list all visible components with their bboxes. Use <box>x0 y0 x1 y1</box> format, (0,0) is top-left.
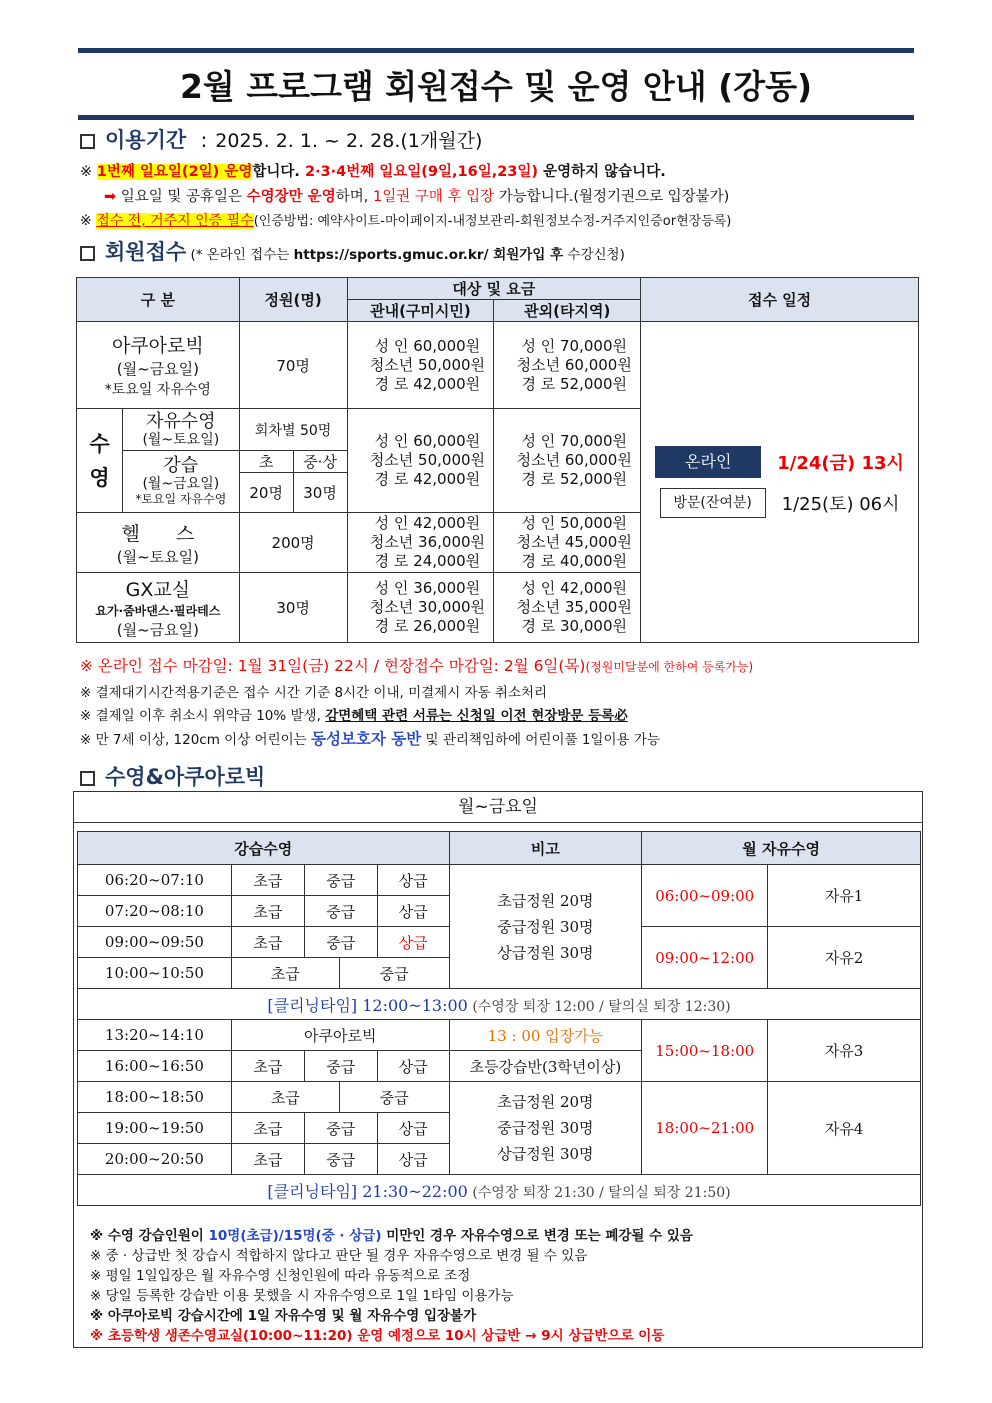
checkbox-square-icon <box>80 771 95 786</box>
level-advanced: 상급 <box>377 927 449 958</box>
free-swim-name: 자유1 <box>768 865 921 927</box>
header-resident: 관내(구미시민) <box>347 300 494 322</box>
remark-capacity: 초급정원 20명 중급정원 30명 상급정원 30명 <box>449 1082 642 1175</box>
note-payment: ※ 결제대기시간적용기준은 접수 시간 기준 8시간 이내, 미결제시 자동 취소처리 <box>80 685 548 701</box>
capacity-mid-adv: 30명 <box>293 473 347 513</box>
note-daily-entry: ※ 평일 1일입장은 월 자유수영 신청인원에 따라 유동적으로 조정 <box>90 1268 471 1284</box>
fee-nonresident: 성 인 70,000원 청소년 60,000원 경 로 52,000원 <box>494 322 641 409</box>
capacity: 30명 <box>239 573 347 643</box>
note-text: 일요일 및 공휴일은 <box>116 189 247 205</box>
fee-resident: 성 인 60,000원 청소년 50,000원 경 로 42,000원 <box>347 409 494 513</box>
note-highlight: 1번째 일요일(2일) 운영 <box>96 164 253 180</box>
note-text: 운영하지 않습니다. <box>538 164 666 180</box>
time-slot: 16:00~16:50 <box>78 1051 232 1082</box>
level-beginner: 초급 <box>231 1082 339 1113</box>
note-red: 2·3·4번째 일요일(9일,16일,23일) <box>304 164 539 180</box>
note-text: 가능합니다.(월정기권으로 입장불가) <box>494 189 730 205</box>
level-advanced: 상급 <box>377 1144 449 1175</box>
level-beginner: 초급 <box>231 927 304 958</box>
fee-resident: 성 인 36,000원 청소년 30,000원 경 로 26,000원 <box>347 573 494 643</box>
level-advanced: 상급 <box>377 865 449 896</box>
header-free-swim: 월 자유수영 <box>642 832 921 865</box>
note-level-change: ※ 중 · 상급반 첫 강습시 적합하지 않다고 판단 될 경우 자유수영으로 변경 될 수 있음 <box>90 1248 588 1264</box>
note-holiday <box>104 185 729 206</box>
note-children: ※ 만 7세 이상, 120cm 이상 어린이는 동성보호자 동반 및 관리책임하에 어린이풀 1일이용 가능 <box>80 730 660 748</box>
row-gx: GX교실 요가·줌바댄스·필라테스 (월~금요일) <box>77 573 240 643</box>
note-aquarobic-time: ※ 아쿠아로빅 강습시간에 1일 자유수영 및 월 자유수영 입장불가 <box>90 1308 477 1324</box>
level-intermediate: 중급 <box>304 865 377 896</box>
note-mark: ※ <box>80 213 92 229</box>
level-beginner: 초급 <box>231 1051 304 1082</box>
header-category: 구 분 <box>77 278 240 322</box>
level-beginner: 초급 <box>231 896 304 927</box>
header-lesson: 강습수영 <box>78 832 450 865</box>
visit-date: 1/25(토) 06시 <box>781 494 900 515</box>
online-date: 1/24(금) 13시 <box>777 453 904 474</box>
level-intermediate: 중급 <box>304 927 377 958</box>
header-target: 대상 및 요금 <box>347 278 641 300</box>
registration-label: 회원접수 <box>105 240 187 264</box>
note-red: 1일권 구매 후 입장 <box>372 189 495 205</box>
free-swim-time: 06:00~09:00 <box>642 865 768 927</box>
note-residence <box>80 210 731 230</box>
checkbox-square-icon <box>80 246 95 261</box>
registration-url[interactable]: https://sports.gmuc.or.kr/ <box>293 247 489 263</box>
registration-note: (* 온라인 접수는 <box>186 247 294 263</box>
program-name: 아쿠아로빅 <box>111 335 204 357</box>
capacity: 회차별 50명 <box>239 409 347 451</box>
note-mark: ※ <box>80 164 93 180</box>
note-text: (인증방법: 예약사이트-마이페이지-내정보관리-회원정보수정-거주지인증or현장등록) <box>253 214 732 229</box>
entry-note: 13 : 00 입장가능 <box>449 1020 642 1051</box>
checkbox-square-icon <box>80 134 95 149</box>
header-schedule: 접수 일정 <box>641 278 919 322</box>
schedule-cell <box>641 322 919 643</box>
registration-note: 수강신청) <box>563 247 625 263</box>
note-text: 하며, <box>335 189 373 205</box>
time-slot: 10:00~10:50 <box>78 958 232 989</box>
note-lesson-min: ※ 수영 강습인원이 10명(초급)/15명(중 · 상급) 미만인 경우 자유수영으로 변경 또는 폐강될 수 있음 <box>90 1228 693 1244</box>
header-nonresident: 관외(타지역) <box>494 300 641 322</box>
swim-section-heading <box>80 761 265 791</box>
arrow-right-icon: ➡ <box>104 189 117 205</box>
time-slot: 20:00~20:50 <box>78 1144 232 1175</box>
level-beginner: 초급 <box>231 958 339 989</box>
period-label: 이용기간 <box>105 128 187 152</box>
registration-heading <box>80 236 625 266</box>
note-cancel: ※ 결제일 이후 취소시 위약금 10% 발생, 감면혜택 관련 서류는 신청일 이전 현장방문 등록必 <box>80 708 628 724</box>
free-swim-name: 자유2 <box>768 927 921 989</box>
fee-resident: 성 인 60,000원 청소년 50,000원 경 로 42,000원 <box>347 322 494 409</box>
time-slot: 18:00~18:50 <box>78 1082 232 1113</box>
level-advanced: 상급 <box>377 1113 449 1144</box>
days-header: 월~금요일 <box>74 792 922 823</box>
cleaning-time-2: [클리닝타임] 21:30~22:00 (수영장 퇴장 21:30 / 탈의실 퇴장 21:50) <box>78 1175 921 1206</box>
remark-capacity: 초급정원 20명 중급정원 30명 상급정원 30명 <box>449 865 642 989</box>
row-lesson: 강습 (월~금요일) *토요일 자유수영 <box>122 451 239 513</box>
level-beginner: 초급 <box>231 1113 304 1144</box>
level-beginner: 초급 <box>231 1144 304 1175</box>
note-red: 수영장만 운영 <box>246 189 336 205</box>
program-days: (월~금요일) <box>116 360 199 378</box>
row-gym: 헬 스 (월~토요일) <box>77 513 240 573</box>
row-aquarobic <box>77 322 240 409</box>
period-colon: : <box>200 128 208 152</box>
schedule-table <box>77 831 921 1206</box>
level-advanced: 상급 <box>377 896 449 927</box>
row-free-swim: 자유수영 (월~토요일) <box>122 409 239 451</box>
fee-nonresident: 성 인 50,000원 청소년 45,000원 경 로 40,000원 <box>494 513 641 573</box>
free-swim-name: 자유3 <box>768 1020 921 1082</box>
level-beginner: 초급 <box>231 865 304 896</box>
time-slot: 06:20~07:10 <box>78 865 232 896</box>
level-intermediate: 중급 <box>304 1144 377 1175</box>
program-note: *토요일 자유수영 <box>104 382 211 398</box>
note-survival-swim: ※ 초등학생 생존수영교실(10:00~11:20) 운영 예정으로 10시 상급반 → 9시 상급반으로 이동 <box>90 1328 665 1344</box>
fee-nonresident: 성 인 42,000원 청소년 35,000원 경 로 30,000원 <box>494 573 641 643</box>
registration-note: 회원가입 후 <box>488 247 564 263</box>
deadline-note: (정원미달분에 한하여 등록가능) <box>585 660 754 674</box>
level-intermediate: 중급 <box>304 896 377 927</box>
free-swim-name: 자유4 <box>768 1082 921 1175</box>
swim-section-label: 수영&아쿠아로빅 <box>105 765 266 789</box>
capacity-beginner: 20명 <box>239 473 293 513</box>
level-mid-adv: 중·상 <box>293 451 347 473</box>
free-swim-time: 18:00~21:00 <box>642 1082 768 1175</box>
note-text: 합니다. <box>252 164 305 180</box>
level-intermediate: 중급 <box>339 1082 449 1113</box>
note-same-day: ※ 당일 등록한 강습반 이용 못했을 시 자유수영으로 1일 1타임 이용가능 <box>90 1288 514 1304</box>
time-slot: 09:00~09:50 <box>78 927 232 958</box>
elementary-class: 초등강습반(3학년이상) <box>449 1051 642 1082</box>
deadline-text: ※ 온라인 접수 마감일: 1월 31일(금) 22시 / 현장접수 마감일: 2월 6일(목) <box>80 657 586 675</box>
period-line <box>80 124 482 154</box>
level-intermediate: 중급 <box>304 1051 377 1082</box>
header-remark: 비고 <box>449 832 642 865</box>
online-badge: 온라인 <box>655 446 761 478</box>
note-highlight: 접수 전, 거주지 인증 필수 <box>96 213 254 229</box>
cleaning-time-1: [클리닝타임] 12:00~13:00 (수영장 퇴장 12:00 / 탈의실 퇴장 12:30) <box>78 989 921 1020</box>
free-swim-time: 09:00~12:00 <box>642 927 768 989</box>
fee-nonresident: 성 인 70,000원 청소년 60,000원 경 로 52,000원 <box>494 409 641 513</box>
time-slot: 07:20~08:10 <box>78 896 232 927</box>
capacity: 200명 <box>239 513 347 573</box>
capacity: 70명 <box>239 322 347 409</box>
aquarobic-slot: 아쿠아로빅 <box>231 1020 449 1051</box>
time-slot: 13:20~14:10 <box>78 1020 232 1051</box>
level-advanced: 상급 <box>377 1051 449 1082</box>
period-value: 2025. 2. 1. ~ 2. 28.(1개월간) <box>215 130 483 152</box>
visit-badge: 방문(잔여분) <box>660 488 766 518</box>
level-intermediate: 중급 <box>339 958 449 989</box>
header-capacity: 정원(명) <box>239 278 347 322</box>
fee-resident: 성 인 42,000원 청소년 36,000원 경 로 24,000원 <box>347 513 494 573</box>
swim-group: 수 영 <box>77 409 123 513</box>
note-sunday <box>80 160 666 181</box>
time-slot: 19:00~19:50 <box>78 1113 232 1144</box>
fee-table <box>76 277 919 643</box>
level-beginner: 초 <box>239 451 293 473</box>
deadline-line <box>80 654 753 676</box>
page-title: 2월 프로그램 회원접수 및 운영 안내 (강동) <box>78 48 914 120</box>
free-swim-time: 15:00~18:00 <box>642 1020 768 1082</box>
level-intermediate: 중급 <box>304 1113 377 1144</box>
